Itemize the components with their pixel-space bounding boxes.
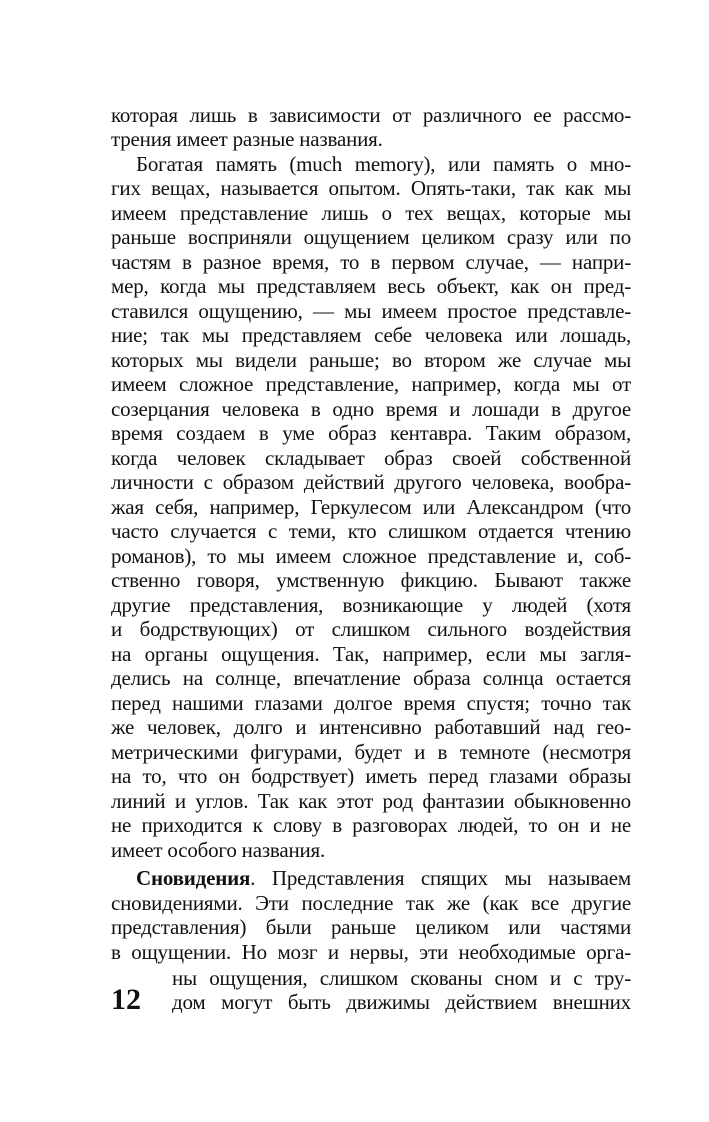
text-line: и бодрствующих) от слишком сильного воздействия xyxy=(111,617,631,641)
text-line: ние; так мы представляем себе человека или лошадь, xyxy=(111,323,631,347)
text-line: дом могут быть движимы действием внешних xyxy=(172,990,631,1014)
text-line: частям в разное время, то в первом случае, — напри- xyxy=(111,250,631,274)
text-line: ны ощущения, слишком скованы сном и с тру- xyxy=(172,966,631,990)
text-line: Богатая память (much memory), или память о мно- xyxy=(136,152,631,176)
text-line: в ощущении. Но мозг и нервы, эти необходимые орга- xyxy=(111,940,631,964)
text-line: сновидениями. Эти последние так же (как все другие xyxy=(111,891,631,915)
text-line: ставился ощущению, — мы имеем простое представле- xyxy=(111,299,631,323)
text-line: другие представления, возникающие у людей (хотя xyxy=(111,593,631,617)
text-line: на то, что он бодрствует) иметь перед глазами образы xyxy=(111,764,631,788)
text-line: делись на солнце, впечатление образа солнца остается xyxy=(111,666,631,690)
text-line: имеем представление лишь о тех вещах, которые мы xyxy=(111,201,631,225)
text-line: имеет особого названия. xyxy=(111,838,326,862)
text-line: же человек, долго и интенсивно работавший над гео- xyxy=(111,715,631,739)
text-line: представления) были раньше целиком или частями xyxy=(111,915,631,939)
text-line: когда человек складывает образ своей собственной xyxy=(111,446,631,470)
text-line: гих вещах, называется опытом. Опять-таки, так как мы xyxy=(111,176,631,200)
text-line: личности с образом действий другого человека, вообра- xyxy=(111,470,631,494)
text-line: ственно говоря, умственную фикцию. Бывают также xyxy=(111,568,631,592)
text-line: созерцания человека в одно время и лошади в другое xyxy=(111,397,631,421)
text-line: которых мы видели раньше; во втором же случае мы xyxy=(111,348,631,372)
text-line: имеем сложное представление, например, когда мы от xyxy=(111,372,631,396)
section-first-line xyxy=(136,866,631,892)
section-first-line-text: . Представления спящих мы называем xyxy=(250,866,631,890)
section-heading: Сновидения xyxy=(136,866,251,890)
text-line: которая лишь в зависимости от различного ее рассмо- xyxy=(111,103,631,127)
text-line: жая себя, например, Геркулесом или Александром (что xyxy=(111,495,631,519)
text-line: на органы ощущения. Так, например, если мы загля- xyxy=(111,642,631,666)
text-line: перед нашими глазами долгое время спустя; точно так xyxy=(111,691,631,715)
text-line: не приходится к слову в разговорах людей, то он и не xyxy=(111,813,631,837)
text-line: мер, когда мы представляем весь объект, как он пред- xyxy=(111,274,631,298)
text-line: часто случается с теми, кто слишком отдается чтению xyxy=(111,519,631,543)
text-line: метрическими фигурами, будет и в темноте (несмотря xyxy=(111,740,631,764)
text-line: линий и углов. Так как этот род фантазии обыкновенно xyxy=(111,789,631,813)
page-number: 12 xyxy=(111,983,141,1016)
text-line: раньше восприняли ощущением целиком сразу или по xyxy=(111,225,631,249)
text-line: трения имеет разные названия. xyxy=(111,127,383,151)
text-line: романов), то мы имеем сложное представление и, соб- xyxy=(111,544,631,568)
text-line: время создаем в уме образ кентавра. Таким образом, xyxy=(111,421,631,445)
